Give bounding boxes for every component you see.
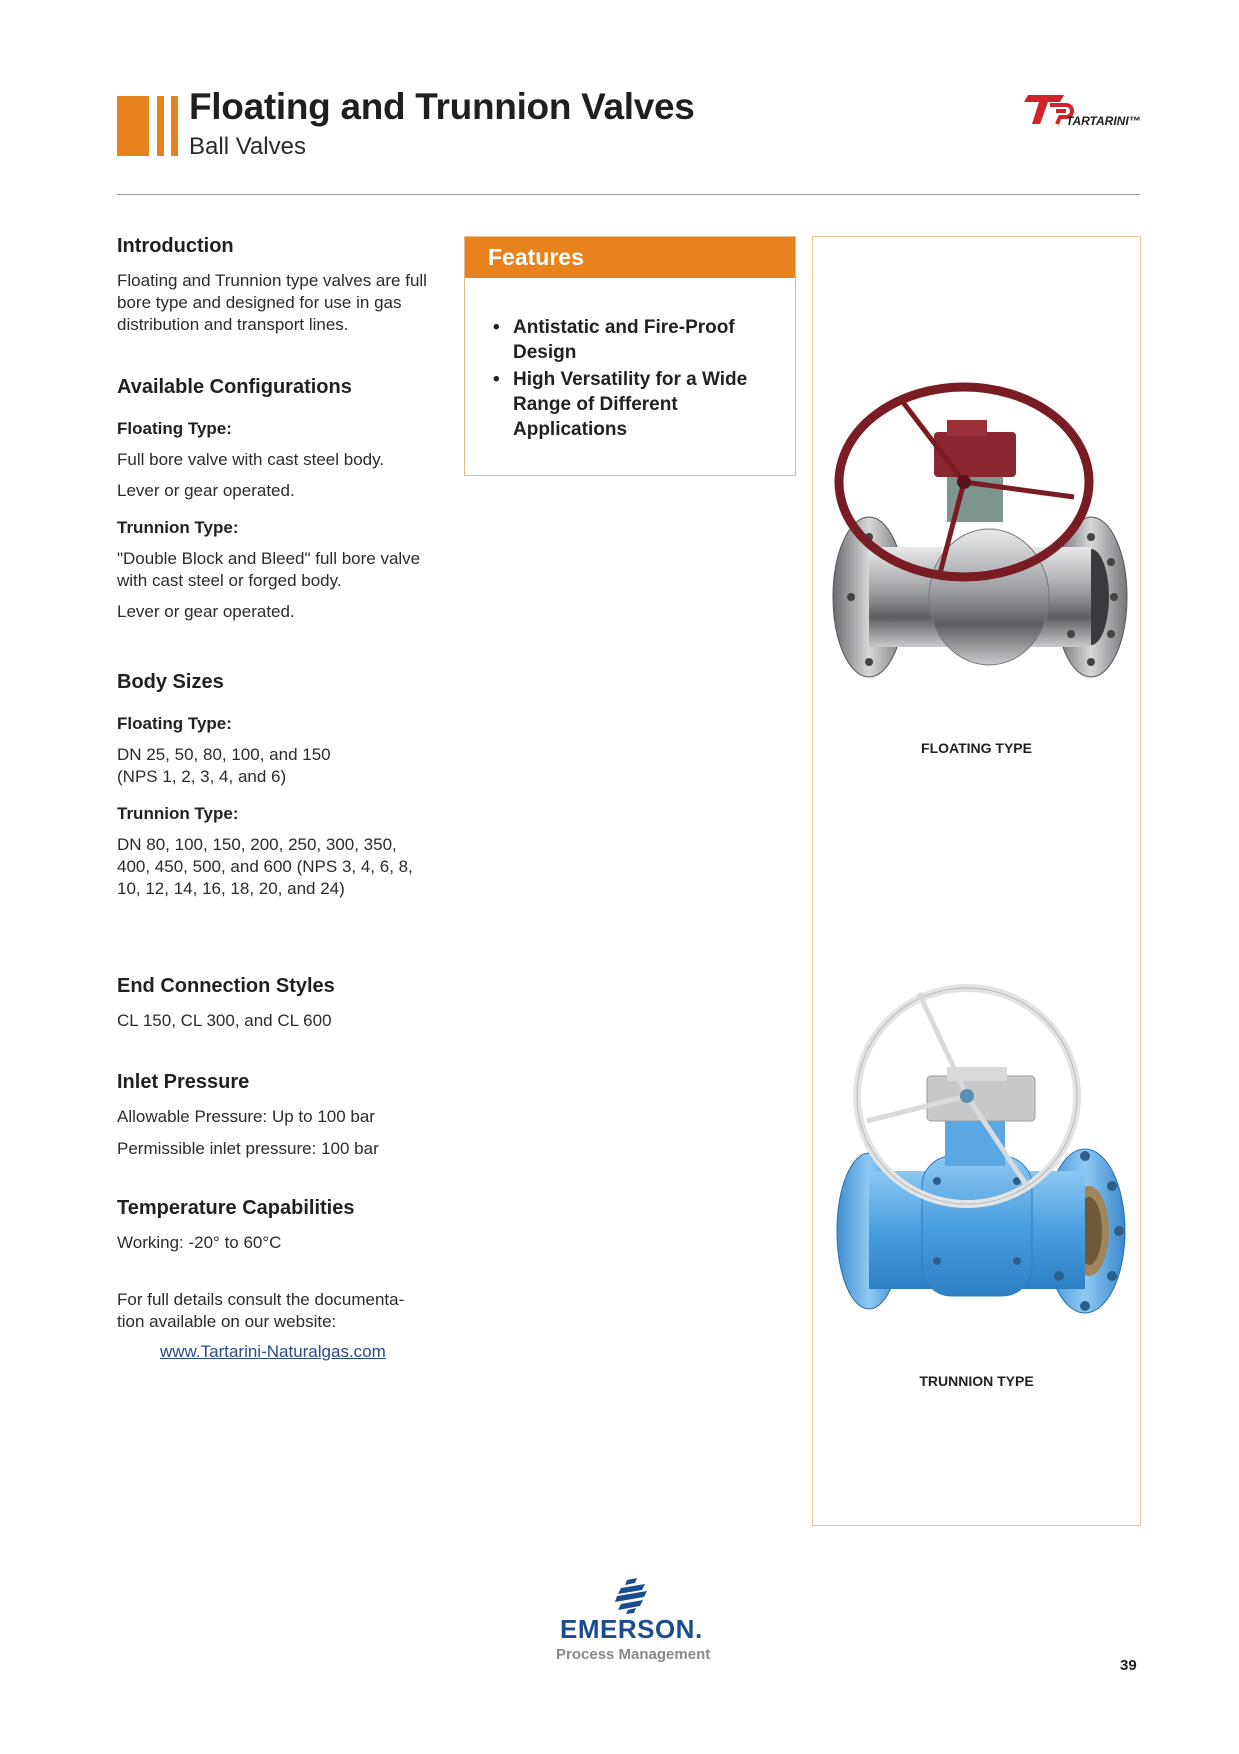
website-link[interactable]: www.Tartarini-Naturalgas.com: [160, 1342, 386, 1361]
header-divider: [117, 194, 1140, 195]
emerson-logo-icon: [615, 1578, 649, 1614]
end-connection-section: [117, 972, 457, 1032]
features-box: [464, 236, 796, 476]
bullet-icon: •: [493, 317, 500, 338]
feature-text: Antistatic and Fire-Proof Design: [513, 317, 735, 363]
page-subtitle: Ball Valves: [189, 133, 306, 160]
floating-type-label: Floating Type:: [117, 419, 232, 438]
allowable-pressure-line: Allowable Pressure: Up to 100 bar: [117, 1107, 375, 1126]
floating-sizes-values: DN 25, 50, 80, 100, and 150 (NPS 1, 2, 3, 4, and 6): [117, 745, 331, 786]
configurations-heading: Available Configurations: [117, 376, 352, 398]
end-connection-heading: End Connection Styles: [117, 975, 335, 997]
trunnion-operation-line: Lever or gear operated.: [117, 602, 295, 621]
temperature-heading: Temperature Capabilities: [117, 1197, 355, 1219]
body-sizes-heading: Body Sizes: [117, 671, 224, 693]
trunnion-type-label: Trunnion Type:: [117, 518, 239, 537]
feature-item: [493, 315, 783, 365]
introduction-section: [117, 232, 457, 336]
emerson-wordmark: EMERSON.: [560, 1614, 703, 1644]
tartarini-wordmark: TARTARINI™: [1066, 114, 1141, 128]
introduction-heading: Introduction: [117, 235, 234, 257]
tartarini-logo: [1020, 91, 1150, 131]
configurations-section: [117, 373, 457, 623]
features-header: [465, 237, 795, 278]
trunnion-sizes-values: DN 80, 100, 150, 200, 250, 300, 350, 400, 450, 500, and 600 (NPS 3, 4, 6, 8, 10, 12, 14, 16, 18, 20, and 24): [117, 835, 413, 898]
inlet-pressure-section: [117, 1068, 457, 1160]
feature-text: High Versatility for a Wide Range of Different Applications: [513, 369, 748, 440]
end-connection-body: CL 150, CL 300, and CL 600: [117, 1011, 332, 1030]
inlet-pressure-heading: Inlet Pressure: [117, 1071, 250, 1093]
floating-sizes-label: Floating Type:: [117, 714, 232, 733]
page-number: 39: [1120, 1657, 1137, 1674]
floating-config-line: Full bore valve with cast steel body.: [117, 450, 385, 469]
tartarini-logo-icon: [1024, 95, 1072, 124]
floating-type-caption: FLOATING TYPE: [921, 740, 1032, 756]
permissible-pressure-line: Permissible inlet pressure: 100 bar: [117, 1139, 379, 1158]
feature-item: [493, 367, 783, 442]
bullet-icon: •: [493, 369, 500, 390]
features-list: [493, 315, 783, 444]
trunnion-type-caption: TRUNNION TYPE: [919, 1373, 1034, 1389]
documentation-line-2: tion available on our website:: [117, 1312, 337, 1331]
body-sizes-section: [117, 668, 457, 900]
introduction-body: Floating and Trunnion type valves are full bore type and designed for use in gas distribution and transport lines.: [117, 271, 427, 334]
product-image-panel: [812, 236, 1141, 1526]
emerson-subtitle: Process Management: [556, 1646, 711, 1663]
floating-operation-line: Lever or gear operated.: [117, 481, 295, 500]
trunnion-config-line: "Double Block and Bleed" full bore valve with cast steel or forged body.: [117, 549, 421, 590]
features-title: Features: [488, 244, 584, 270]
temperature-section: [117, 1194, 457, 1254]
page-title: Floating and Trunnion Valves: [189, 86, 695, 127]
floating-valve-image: [829, 372, 1129, 717]
temperature-body: Working: -20° to 60°C: [117, 1233, 282, 1252]
documentation-note: [117, 1289, 457, 1363]
documentation-line-1: For full details consult the documenta-: [117, 1290, 405, 1309]
trunnion-sizes-label: Trunnion Type:: [117, 804, 239, 823]
trunnion-valve-image: [827, 981, 1127, 1326]
